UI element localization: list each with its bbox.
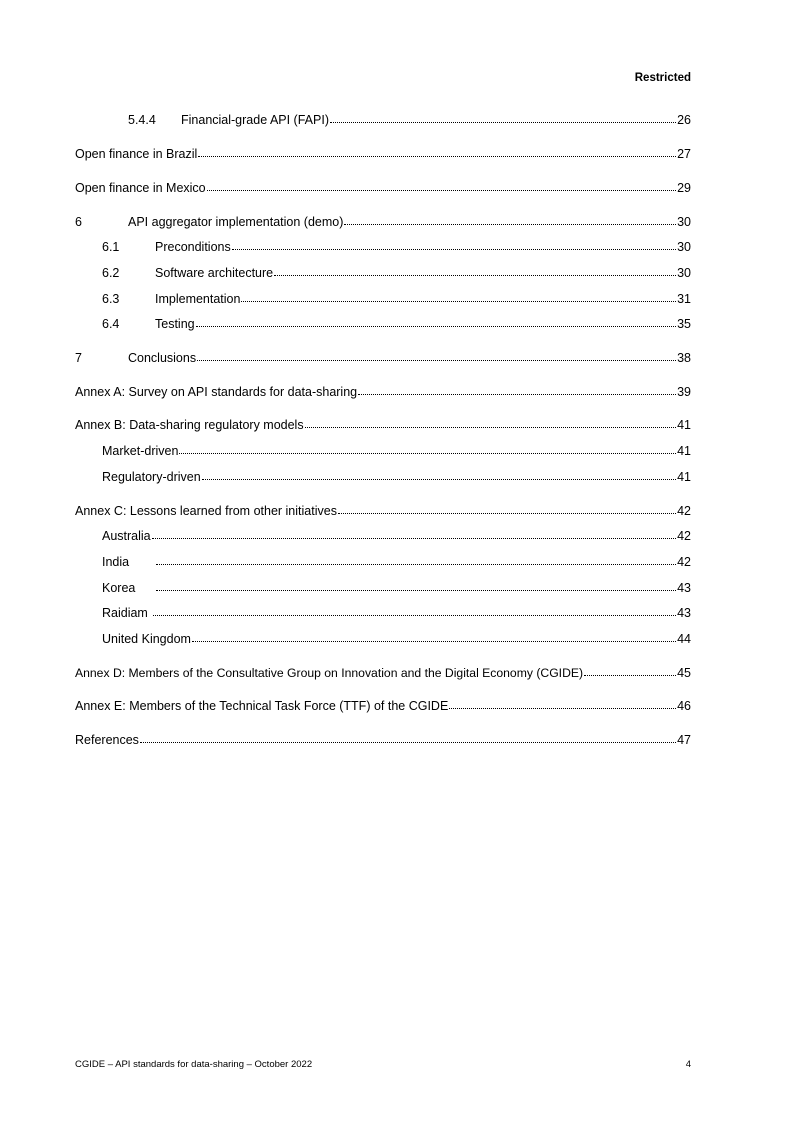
toc-leader xyxy=(232,238,676,250)
toc-entry[interactable] xyxy=(75,731,691,749)
toc-entry-title: India xyxy=(102,555,130,569)
toc-entry-title: Financial-grade API (FAPI) xyxy=(181,113,329,127)
toc-entry[interactable] xyxy=(75,290,691,308)
toc-leader xyxy=(358,383,676,395)
toc-entry-page: 29 xyxy=(677,181,691,195)
toc-entry-page: 26 xyxy=(677,113,691,127)
toc-entry-page: 45 xyxy=(677,666,691,680)
toc-entry[interactable] xyxy=(75,630,691,648)
toc-leader xyxy=(156,553,676,565)
toc-entry-title: Market-driven xyxy=(102,444,179,458)
toc-entry-page: 31 xyxy=(677,292,691,306)
toc-entry-title: Conclusions xyxy=(128,351,197,365)
toc-entry-page: 27 xyxy=(677,147,691,161)
toc-entry-title: Software architecture xyxy=(155,266,274,280)
toc-entry-title: References xyxy=(75,733,139,747)
toc-leader xyxy=(207,179,676,191)
toc-entry[interactable] xyxy=(75,604,691,622)
toc-entry-number: 6.2 xyxy=(102,266,120,280)
toc-entry-page: 42 xyxy=(677,555,691,569)
toc-leader xyxy=(274,264,676,276)
toc-entry-page: 30 xyxy=(677,240,691,254)
toc-entry[interactable] xyxy=(75,697,691,715)
toc-entry[interactable] xyxy=(75,179,691,197)
toc-leader xyxy=(584,664,676,676)
toc-entry-title: United Kingdom xyxy=(102,632,191,646)
toc-entry-page: 43 xyxy=(677,581,691,595)
toc-leader xyxy=(192,630,676,642)
footer-page-number: 4 xyxy=(685,1059,691,1070)
toc-entry-number: 6.1 xyxy=(102,240,120,254)
toc-entry[interactable] xyxy=(75,238,691,256)
toc-leader xyxy=(305,416,677,428)
toc-leader xyxy=(449,697,676,709)
toc-entry[interactable] xyxy=(75,502,691,520)
toc-entry-page: 41 xyxy=(677,418,691,432)
toc-entry[interactable] xyxy=(75,579,691,597)
toc-entry-title: Testing xyxy=(155,317,195,331)
toc-entry-title: Regulatory-driven xyxy=(102,470,201,484)
toc-leader xyxy=(344,213,676,225)
toc-entry-page: 41 xyxy=(677,444,691,458)
toc-entry-page: 42 xyxy=(677,529,691,543)
toc-entry-title: API aggregator implementation (demo) xyxy=(128,215,344,229)
toc-entry-title: Annex D: Members of the Consultative Group on Innovation and the Digital Economy (CGIDE) xyxy=(75,666,584,680)
toc-entry-title: Korea xyxy=(102,581,136,595)
toc-leader xyxy=(153,604,676,616)
toc-entry-page: 30 xyxy=(677,215,691,229)
toc-leader xyxy=(152,527,676,539)
toc-entry-title: Annex C: Lessons learned from other initiatives xyxy=(75,504,337,518)
toc-entry-number: 6.3 xyxy=(102,292,120,306)
toc-entry-title: Open finance in Mexico xyxy=(75,181,206,195)
toc-entry-page: 47 xyxy=(677,733,691,747)
toc-entry[interactable] xyxy=(75,264,691,282)
toc-entry[interactable] xyxy=(75,664,691,682)
toc-entry[interactable] xyxy=(75,383,691,401)
toc-entry-title: Annex A: Survey on API standards for data-sharing xyxy=(75,385,358,399)
toc-leader xyxy=(338,502,676,514)
toc-leader xyxy=(140,731,676,743)
toc-entry[interactable] xyxy=(75,349,691,367)
toc-leader xyxy=(198,145,676,157)
toc-leader xyxy=(330,111,676,123)
toc-entry[interactable] xyxy=(75,111,691,129)
toc-entry-page: 44 xyxy=(677,632,691,646)
toc-leader xyxy=(179,442,676,454)
toc-entry[interactable] xyxy=(75,468,691,486)
toc-entry-page: 35 xyxy=(677,317,691,331)
toc-leader xyxy=(241,290,676,302)
toc-entry-number: 6.4 xyxy=(102,317,120,331)
toc-leader xyxy=(156,579,676,591)
toc-entry[interactable] xyxy=(75,527,691,545)
toc-leader xyxy=(196,315,676,327)
toc-entry-number: 6 xyxy=(75,215,82,229)
document-classification: Restricted xyxy=(634,72,691,84)
toc-entry-number: 7 xyxy=(75,351,82,365)
toc-entry[interactable] xyxy=(75,553,691,571)
toc-entry[interactable] xyxy=(75,416,691,434)
toc-entry-page: 38 xyxy=(677,351,691,365)
toc-entry-title: Preconditions xyxy=(155,240,231,254)
toc-entry-title: Open finance in Brazil xyxy=(75,147,198,161)
toc-entry[interactable] xyxy=(75,213,691,231)
toc-leader xyxy=(202,468,676,480)
toc-entry-page: 42 xyxy=(677,504,691,518)
footer-document-title: CGIDE – API standards for data-sharing – October 2022 xyxy=(75,1059,313,1070)
toc-entry-page: 30 xyxy=(677,266,691,280)
toc-entry-page: 39 xyxy=(677,385,691,399)
toc-leader xyxy=(197,349,676,361)
toc-entry-title: Australia xyxy=(102,529,151,543)
toc-entry-title: Implementation xyxy=(155,292,241,306)
toc-entry-title: Raidiam xyxy=(102,606,148,620)
toc-entry-number: 5.4.4 xyxy=(128,113,156,127)
toc-entry-page: 43 xyxy=(677,606,691,620)
toc-entry[interactable] xyxy=(75,315,691,333)
toc-entry[interactable] xyxy=(75,145,691,163)
toc-entry-title: Annex E: Members of the Technical Task Force (TTF) of the CGIDE xyxy=(75,699,449,713)
toc-entry-title: Annex B: Data-sharing regulatory models xyxy=(75,418,304,432)
toc-entry-page: 46 xyxy=(677,699,691,713)
page-footer xyxy=(75,1059,691,1070)
toc-entry[interactable] xyxy=(75,442,691,460)
toc-entry-page: 41 xyxy=(677,470,691,484)
